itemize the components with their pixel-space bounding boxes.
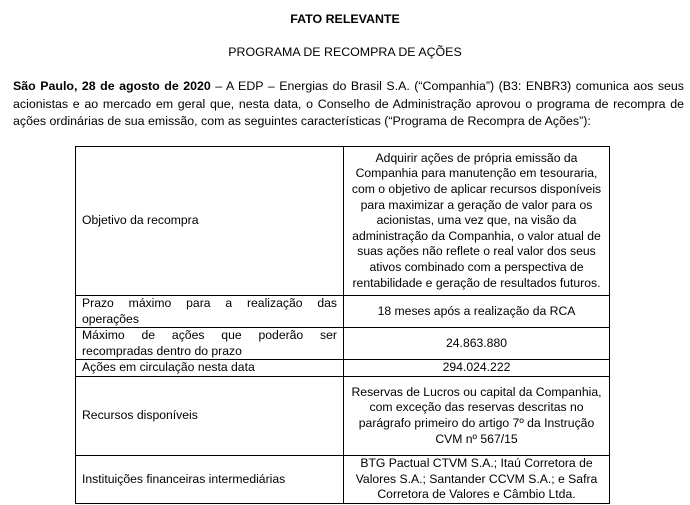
row-label: [76, 296, 344, 328]
row-label-line: Prazo máximo para a realização das: [82, 296, 337, 310]
row-label: Ações em circulação nesta data: [76, 360, 344, 377]
row-label-line: recompradas dentro do prazo: [82, 343, 242, 358]
document-subheading: PROGRAMA DE RECOMPRA DE AÇÕES: [228, 45, 462, 59]
intro-paragraph: [13, 78, 684, 131]
table-row: [76, 455, 610, 503]
row-label-line: operações: [82, 311, 139, 326]
row-label-line: Máximo de ações que poderão ser: [82, 328, 337, 343]
row-label: Instituições financeiras intermediárias: [76, 455, 344, 503]
intro-body: – A EDP – Energias do Brasil S.A. (“Companhia”) (B3: ENBR3) comunica aos seus acionistas e ao mercado em geral que, nesta data, o Conselho de Administração aprovou o programa de recompra de ações ordinárias de sua emissão, com as seguintes características (“Programa de Recompra de Ações”):: [13, 79, 684, 128]
intro-lead: São Paulo, 28 de agosto de 2020: [13, 79, 211, 93]
row-value: Adquirir ações de própria emissão da Companhia para manutenção em tesouraria, com o objetivo de aplicar recursos disponíveis para maximizar a geração de valor para os acionistas, uma vez que, na visão da administração da Companhia, o valor atual de suas ações não reflete o real valor dos seus ativos combinado com a perspectiva de rentabilidade e geração de resultados futuros.: [344, 147, 610, 296]
row-value: BTG Pactual CTVM S.A.; Itaú Corretora de Valores S.A.; Santander CCVM S.A.; e Safra Corretora de Valores e Câmbio Ltda.: [344, 455, 610, 503]
row-value: 18 meses após a realização da RCA: [344, 296, 610, 328]
row-value: 24.863.880: [344, 328, 610, 360]
table-row: [76, 147, 610, 296]
document-heading: FATO RELEVANTE: [290, 12, 400, 26]
table-row: [76, 360, 610, 377]
table-row: [76, 328, 610, 360]
row-label: [76, 328, 344, 360]
row-value: Reservas de Lucros ou capital da Companhia, com exceção das reservas descritas no parágrafo primeiro do artigo 7º da Instrução CVM nº 567/15: [344, 376, 610, 455]
table-row: [76, 376, 610, 455]
row-label: Recursos disponíveis: [76, 376, 344, 455]
buyback-terms-table: [75, 146, 610, 504]
row-label: Objetivo da recompra: [76, 147, 344, 296]
row-value: 294.024.222: [344, 360, 610, 377]
table-row: [76, 296, 610, 328]
